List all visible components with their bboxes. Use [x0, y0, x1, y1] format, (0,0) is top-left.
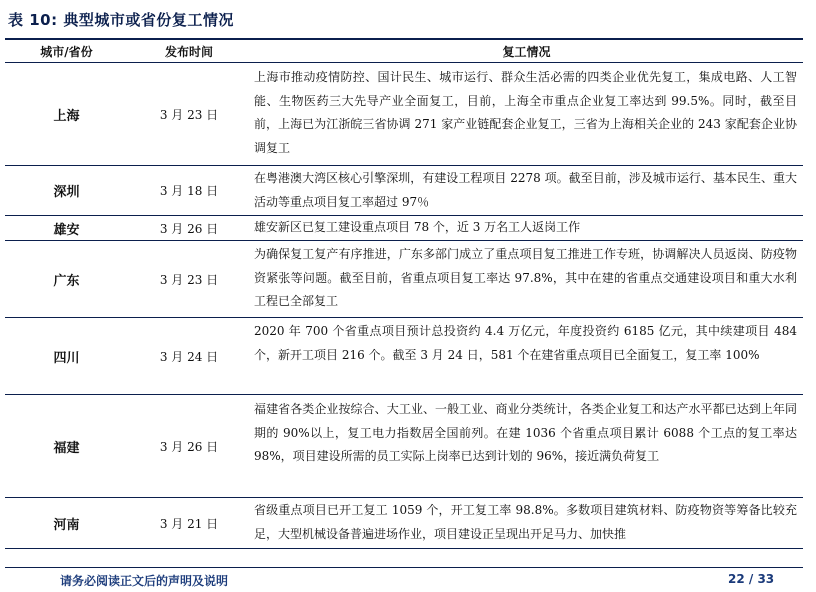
header-date: 发布时间 [164, 44, 213, 59]
date-cell: 3 月 23 日 [159, 272, 219, 287]
detail-cell: 2020 年 700 个省重点项目预计总投资约 4.4 万亿元，年度投资约 6185 亿元，其中续建项目 484 个，新开工项目 216 个。截至 3 月 24 日，581 个在建省重点项目已全面复工，复工率 100% [254, 324, 797, 362]
footer-divider [5, 567, 803, 568]
table-row [5, 241, 803, 318]
header-detail: 复工情况 [502, 44, 551, 59]
table-row [5, 498, 803, 549]
detail-cell: 为确保复工复产有序推进，广东多部门成立了重点项目复工推进工作专班，协调解决人员返岗、防疫物资紧张等问题。截至目前，省重点项目复工率达 97.8%，其中在建的省重点交通建设项目和重大水利工程已全部复工 [254, 247, 797, 308]
detail-cell: 省级重点项目已开工复工 1059 个，开工复工率 98.8%。多数项目建筑材料、防疫物资等筹备比较充足，大型机械设备普遍进场作业，项目建设正呈现出开足马力、加快推 [254, 503, 797, 541]
date-cell: 3 月 26 日 [159, 439, 219, 454]
page-number: 22 / 33 [728, 572, 775, 586]
table-row [5, 318, 803, 395]
footer-disclaimer: 请务必阅读正文后的声明及说明 [60, 574, 229, 588]
detail-cell: 雄安新区已复工建设重点项目 78 个，近 3 万名工人返岗工作 [254, 220, 581, 234]
region-cell: 四川 [53, 350, 80, 366]
region-cell: 广东 [53, 273, 80, 289]
table-row [5, 395, 803, 498]
region-cell: 雄安 [53, 222, 80, 238]
date-cell: 3 月 24 日 [159, 349, 219, 364]
detail-cell: 上海市推动疫情防控、国计民生、城市运行、群众生活必需的四类企业优先复工，集成电路、人工智能、生物医药三大先导产业全面复工，目前，上海全市重点企业复工率达到 99.5%。同时，截至目前，上海已为江浙皖三省协调 271 家产业链配套企业复工，三省为上海相关企业的 243 家配套企业协调复工 [254, 70, 797, 155]
date-cell: 3 月 23 日 [159, 107, 219, 122]
date-cell: 3 月 21 日 [159, 516, 219, 531]
detail-cell: 在粤港澳大湾区核心引擎深圳，有建设工程项目 2278 项。截至目前，涉及城市运行、基本民生、重大活动等重点项目复工率超过 97％ [254, 171, 797, 209]
region-cell: 深圳 [53, 185, 80, 200]
region-cell: 上海 [53, 108, 80, 124]
table-title: 表 10: 典型城市或省份复工情况 [8, 11, 234, 29]
header-region: 城市/省份 [40, 44, 93, 59]
region-cell: 河南 [53, 517, 80, 533]
table-row [5, 216, 803, 241]
table-header [5, 40, 803, 63]
reopening-table [5, 38, 803, 549]
detail-cell: 福建省各类企业按综合、大工业、一般工业、商业分类统计，各类企业复工和达产水平都已达到上年同期的 90%以上，复工电力指数居全国前列。在建 1036 个省重点项目累计 6088 个工点的复工率达 98%，项目建设所需的员工实际上岗率已达到计划的 96%，接近满负荷复工 [254, 402, 797, 463]
table-row [5, 166, 803, 216]
date-cell: 3 月 26 日 [159, 221, 219, 236]
date-cell: 3 月 18 日 [159, 184, 219, 198]
table-row [5, 63, 803, 166]
region-cell: 福建 [53, 440, 80, 456]
